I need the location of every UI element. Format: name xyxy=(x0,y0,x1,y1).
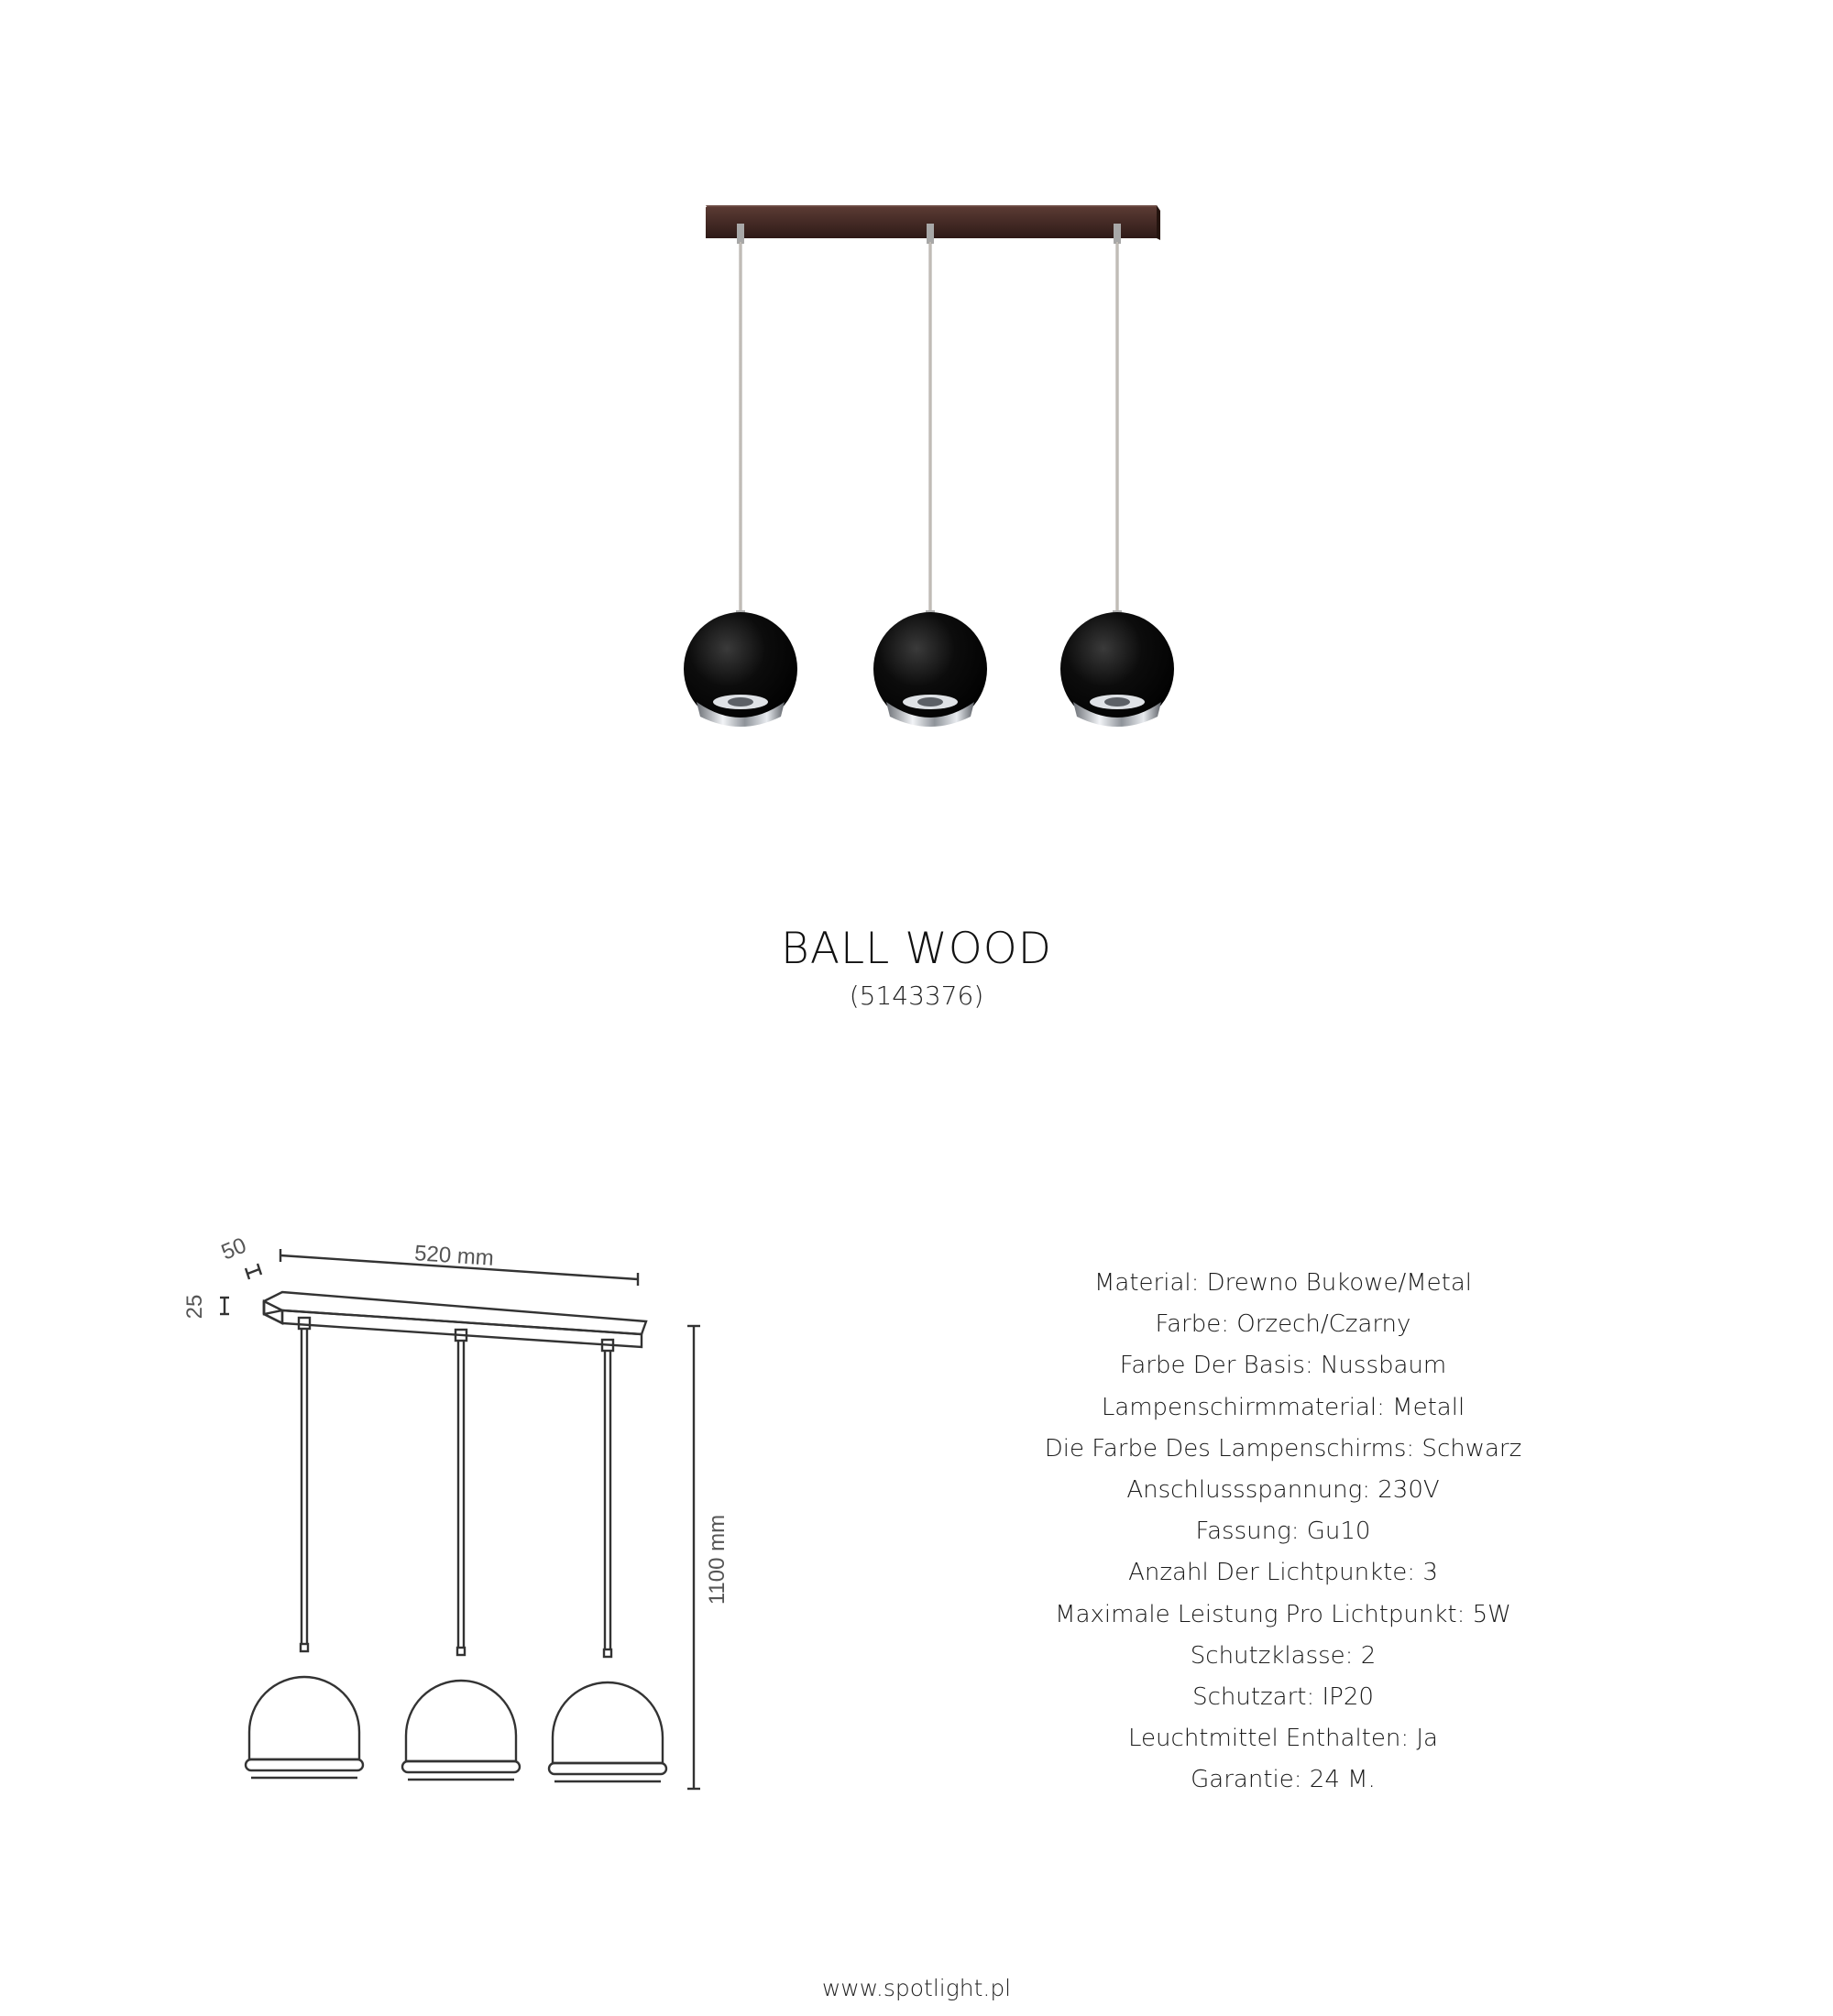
spec-light-points: Anzahl Der Lichtpunkte: 3 xyxy=(1128,1559,1438,1587)
spec-bulbs-included: Leuchtmittel Enthalten: Ja xyxy=(1128,1725,1438,1753)
title-block xyxy=(0,926,1833,1011)
product-code: (5143376) xyxy=(849,980,984,1011)
product-photo xyxy=(642,183,1210,751)
dimension-base-height-label: 25 xyxy=(182,1294,207,1320)
spec-max-power: Maximale Leistung Pro Lichtpunkt: 5W xyxy=(1055,1600,1511,1628)
spec-shade-material: Lampenschirmmaterial: Metall xyxy=(1101,1393,1465,1421)
spec-color: Farbe: Orzech/Czarny xyxy=(1155,1310,1411,1339)
spec-warranty: Garantie: 24 M. xyxy=(1191,1766,1376,1794)
dimension-depth-label: 50 xyxy=(217,1233,250,1265)
spec-material: Material: Drewno Bukowe/Metal xyxy=(1093,1269,1473,1297)
dimension-width-label: 520 mm xyxy=(413,1241,495,1271)
pendant-lamp-left xyxy=(684,224,797,727)
pendant-lamp-middle xyxy=(873,224,987,727)
spec-shade-color: Die Farbe Des Lampenschirms: Schwarz xyxy=(1044,1434,1522,1463)
spec-socket: Fassung: Gu10 xyxy=(1195,1517,1371,1546)
spec-base-color: Farbe Der Basis: Nussbaum xyxy=(1119,1352,1447,1380)
spec-protection-class: Schutzklasse: 2 xyxy=(1190,1641,1377,1670)
dimension-diagram xyxy=(174,1210,742,1814)
spec-voltage: Anschlussspannung: 230V xyxy=(1126,1476,1440,1505)
spec-ip-rating: Schutzart: IP20 xyxy=(1192,1683,1374,1712)
spec-list xyxy=(999,1263,1567,1802)
product-name: BALL WOOD xyxy=(781,924,1052,974)
pendant-lamp-right xyxy=(1060,224,1174,727)
footer-website: www.spotlight.pl xyxy=(821,1975,1012,2001)
dimension-height-label: 1100 mm xyxy=(705,1514,730,1605)
